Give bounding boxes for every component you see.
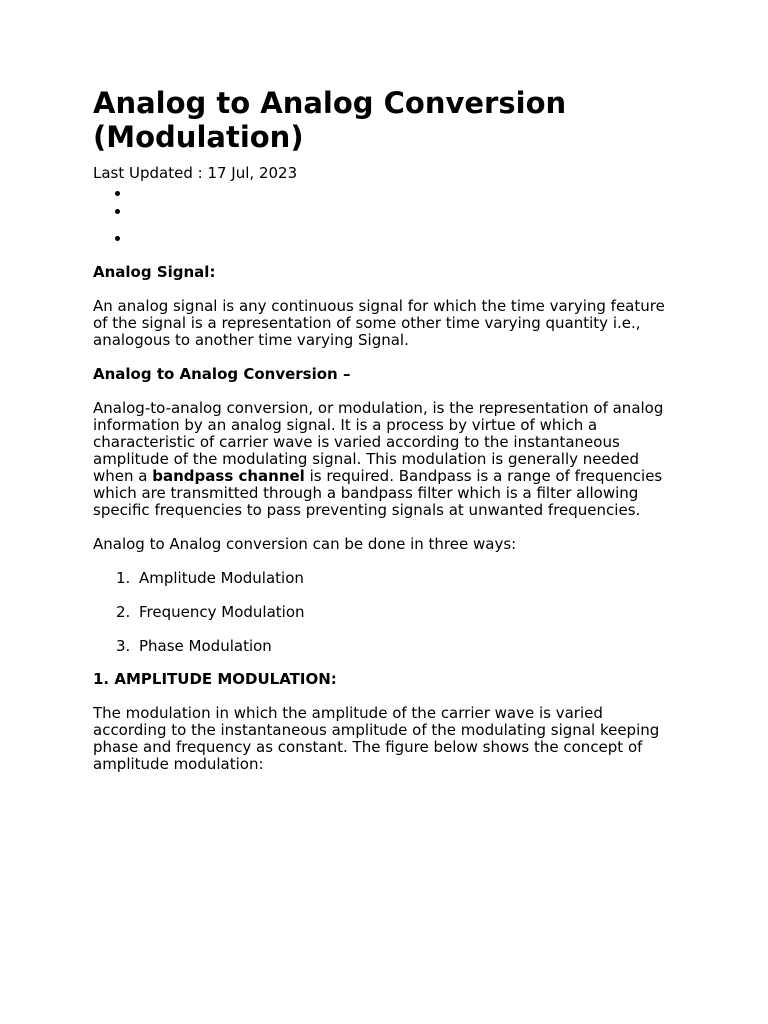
bullet-icon (115, 191, 120, 196)
list-item (116, 570, 676, 587)
list-item (115, 232, 676, 246)
list-item (115, 205, 676, 219)
conversion-paragraph (93, 400, 676, 519)
bandpass-channel-term: bandpass channel (152, 467, 305, 485)
conversion-text-end: is required. Bandpass is a range of frequencies which are transmitted through a bandpass filter which is a filter allowing specific frequencies to pass preventing signals at unwanted frequencies. (93, 467, 663, 519)
analog-signal-paragraph: An analog signal is any continuous signal for which the time varying feature of the signal is a representation of some other time varying quantity i.e., analogous to another time varying Signal. (93, 297, 665, 349)
conversion-text-start: Analog-to-analog conversion, or modulation, is the representation of analog information by an analog signal. It is a process by virtue of which a characteristic of carrier wave is varied according to the instantaneous amplitude of the modulating signal. This modulation is generally needed when a (93, 399, 664, 485)
empty-bullet-list (93, 187, 676, 246)
ways-list (93, 570, 676, 655)
bullet-icon (115, 236, 120, 241)
list-item-label: Frequency Modulation (139, 603, 305, 621)
analog-signal-heading: Analog Signal: (93, 263, 216, 281)
list-item (116, 604, 676, 621)
list-item-label: Amplitude Modulation (139, 569, 304, 587)
bullet-icon (115, 209, 120, 214)
amplitude-modulation-heading: 1. AMPLITUDE MODULATION: (93, 670, 337, 688)
list-item (116, 638, 676, 655)
list-item-label: Phase Modulation (139, 637, 272, 655)
conversion-heading: Analog to Analog Conversion – (93, 365, 351, 383)
list-number: 2. (116, 603, 131, 621)
ways-intro: Analog to Analog conversion can be done in three ways: (93, 535, 517, 553)
list-number: 3. (116, 637, 131, 655)
article-title: Analog to Analog Conversion (Modulation) (93, 86, 567, 154)
list-number: 1. (116, 569, 131, 587)
amplitude-modulation-paragraph: The modulation in which the amplitude of the carrier wave is varied according to the instantaneous amplitude of the modulating signal keeping phase and frequency as constant. The figure below shows the concept of amplitude modulation: (93, 704, 660, 773)
last-updated: Last Updated : 17 Jul, 2023 (93, 164, 298, 182)
list-item (115, 187, 676, 201)
